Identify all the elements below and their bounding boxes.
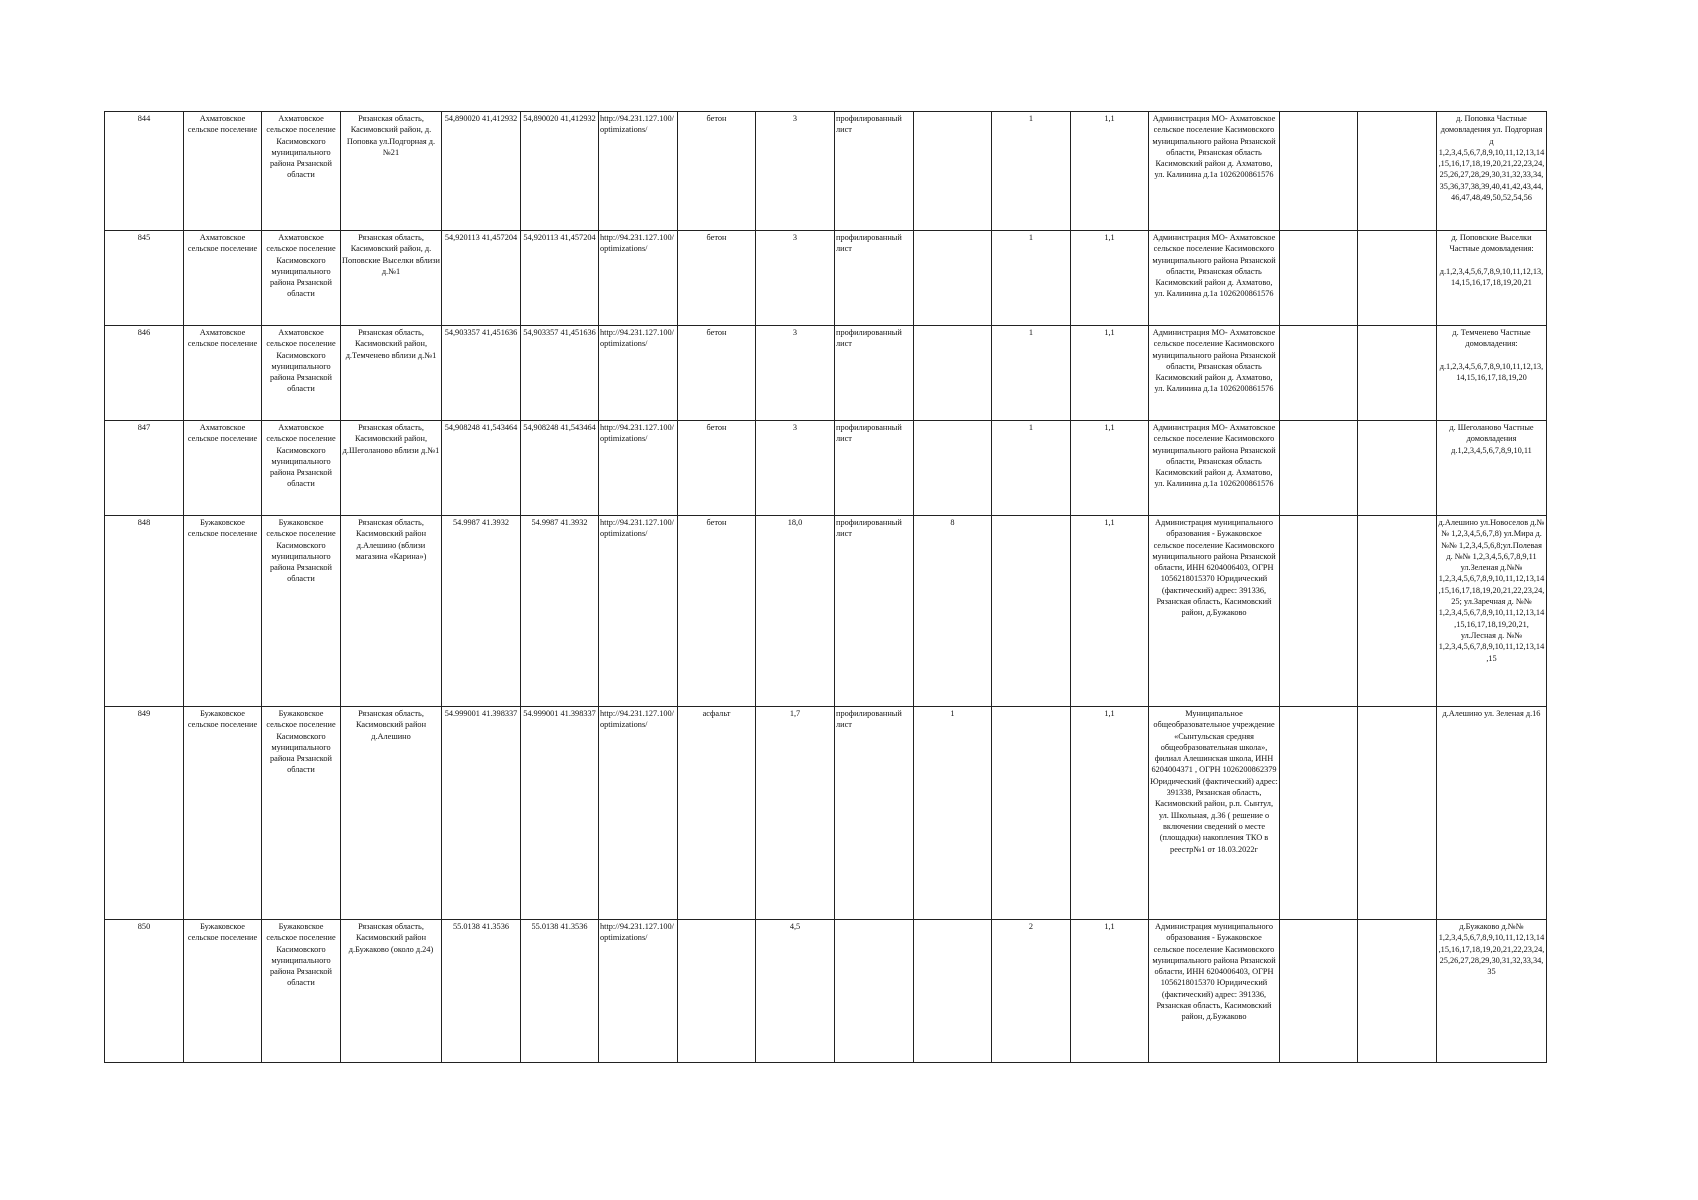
- extra-cell-2: [1358, 707, 1437, 920]
- settlement-cell: Бужаковское сельское поселение: [184, 516, 262, 707]
- map-link-cell: http://94.231.127.100/optimizations/: [599, 421, 678, 516]
- settlement-cell: Ахматовское сельское поселение: [184, 326, 262, 421]
- extra-cell: [1280, 707, 1358, 920]
- area-cell: 18,0: [756, 516, 835, 707]
- container-count-cell: [914, 112, 992, 231]
- container-count-cell: 1: [914, 707, 992, 920]
- settlement-cell: Бужаковское сельское поселение: [184, 920, 262, 1063]
- fence-cell: профилированный лист: [835, 707, 914, 920]
- coordinates-cell: 54,920113 41,457204: [442, 231, 521, 326]
- container-volume-cell: 1,1: [1071, 516, 1149, 707]
- waste-sources-cell: д. Шеголаново Частные домовладения д.1,2,3,4,5,6,7,8,9,10,11: [1437, 421, 1547, 516]
- map-link-cell: http://94.231.127.100/optimizations/: [599, 516, 678, 707]
- owner-cell: Администрация МО- Ахматовское сельское поселение Касимовского муниципального района Рязанской области, Рязанская область Касимовский район д. Ахматово, ул. Калинина д.1а 1026200861576: [1149, 231, 1280, 326]
- table-row: [105, 231, 1547, 326]
- extra-cell: [1280, 326, 1358, 421]
- container-volume-cell: 1,1: [1071, 112, 1149, 231]
- coordinates-cell: 54,890020 41,412932: [442, 112, 521, 231]
- surface-cell: [678, 920, 756, 1063]
- waste-sources-cell: д. Поповские Выселки Частные домовладения: д.1,2,3,4,5,6,7,8,9,10,11,12,13,14,15,16,17,18,19,20,21: [1437, 231, 1547, 326]
- coordinates-cell-2: 54,903357 41,451636: [521, 326, 599, 421]
- waste-sources-cell: д.Алешино ул. Зеленая д.16: [1437, 707, 1547, 920]
- map-link-cell: http://94.231.127.100/optimizations/: [599, 920, 678, 1063]
- municipality-cell: Ахматовское сельское поселение Касимовского муниципального района Рязанской области: [262, 326, 341, 421]
- fence-cell: профилированный лист: [835, 231, 914, 326]
- extra-cell-2: [1358, 326, 1437, 421]
- extra-cell: [1280, 421, 1358, 516]
- municipality-cell: Ахматовское сельское поселение Касимовского муниципального района Рязанской области: [262, 231, 341, 326]
- area-cell: 3: [756, 326, 835, 421]
- container-count-cell-2: 1: [992, 231, 1071, 326]
- fence-cell: профилированный лист: [835, 112, 914, 231]
- owner-cell: Администрация муниципального образования - Бужаковское сельское поселение Касимовского муниципального района Рязанской области, ИНН 6204006403, ОГРН 1056218015370 Юридический (фактический) адрес: 391336, Рязанская область, Касимовский район, д.Бужаково: [1149, 920, 1280, 1063]
- owner-cell: Администрация МО- Ахматовское сельское поселение Касимовского муниципального района Рязанской области, Рязанская область Касимовский район д. Ахматово, ул. Калинина д.1а 1026200861576: [1149, 112, 1280, 231]
- area-cell: 3: [756, 112, 835, 231]
- municipality-cell: Ахматовское сельское поселение Касимовского муниципального района Рязанской области: [262, 421, 341, 516]
- map-link-cell: http://94.231.127.100/optimizations/: [599, 707, 678, 920]
- municipality-cell: Бужаковское сельское поселение Касимовского муниципального района Рязанской области: [262, 920, 341, 1063]
- area-cell: 3: [756, 231, 835, 326]
- address-cell: Рязанская область, Касимовский район, д.Шеголаново вблизи д.№1: [341, 421, 442, 516]
- address-cell: Рязанская область, Касимовский район д.Алешино (вблизи магазина «Карина»): [341, 516, 442, 707]
- waste-sources-cell: д.Алешино ул.Новоселов д.№№ 1,2,3,4,5,6,7,8) ул.Мира д.№№ 1,2,3,4,5,6,8;ул.Полевая д. №№ 1,2,3,4,5,6,7,8,9,11 ул.Зеленая д.№№ 1,2,3,4,5,6,7,8,9,10,11,12,13,14,15,16,17,18,19,20,21,22,23,24,25; ул.Заречная д. №№ 1,2,3,4,5,6,7,8,9,10,11,12,13,14,15,16,17,18,19,20,21, ул.Лесная д. №№ 1,2,3,4,5,6,7,8,9,10,11,12,13,14,15: [1437, 516, 1547, 707]
- row-number: 845: [105, 231, 184, 326]
- address-cell: Рязанская область, Касимовский район, д.Темченево вблизи д.№1: [341, 326, 442, 421]
- coordinates-cell-2: 54.9987 41.3932: [521, 516, 599, 707]
- row-number: 848: [105, 516, 184, 707]
- address-cell: Рязанская область, Касимовский район, д. Поповские Выселки вблизи д.№1: [341, 231, 442, 326]
- extra-cell-2: [1358, 421, 1437, 516]
- coordinates-cell-2: 55.0138 41.3536: [521, 920, 599, 1063]
- container-count-cell-2: [992, 707, 1071, 920]
- fence-cell: профилированный лист: [835, 326, 914, 421]
- table-row: [105, 707, 1547, 920]
- address-cell: Рязанская область, Касимовский район д.Алешино: [341, 707, 442, 920]
- coordinates-cell: 54,903357 41,451636: [442, 326, 521, 421]
- settlement-cell: Ахматовское сельское поселение: [184, 231, 262, 326]
- extra-cell: [1280, 516, 1358, 707]
- row-number: 847: [105, 421, 184, 516]
- table-row: [105, 920, 1547, 1063]
- container-volume-cell: 1,1: [1071, 326, 1149, 421]
- owner-cell: Администрация МО- Ахматовское сельское поселение Касимовского муниципального района Рязанской области, Рязанская область Касимовский район д. Ахматово, ул. Калинина д.1а 1026200861576: [1149, 326, 1280, 421]
- fence-cell: профилированный лист: [835, 421, 914, 516]
- owner-cell: Муниципальное общеобразовательное учреждение «Сынтульская средняя общеобразовательная школа», филиал Алешинская школа, ИНН 6204004371 , ОГРН 1026200862379 Юридический (фактический) адрес: 391338, Рязанская область, Касимовский район, р.п. Сынтул, ул. Школьная, д.36 ( решение о включении сведений о месте (площадки) накопления ТКО в реестр№1 от 18.03.2022г: [1149, 707, 1280, 920]
- extra-cell: [1280, 231, 1358, 326]
- extra-cell: [1280, 112, 1358, 231]
- container-count-cell-2: 2: [992, 920, 1071, 1063]
- container-count-cell-2: 1: [992, 112, 1071, 231]
- coordinates-cell: 55.0138 41.3536: [442, 920, 521, 1063]
- coordinates-cell: 54.999001 41.398337: [442, 707, 521, 920]
- fence-cell: [835, 920, 914, 1063]
- waste-site-registry-table: [104, 111, 1547, 1063]
- registry-body: [105, 112, 1547, 1063]
- map-link-cell: http://94.231.127.100/optimizations/: [599, 326, 678, 421]
- container-count-cell: [914, 421, 992, 516]
- row-number: 846: [105, 326, 184, 421]
- container-volume-cell: 1,1: [1071, 231, 1149, 326]
- extra-cell-2: [1358, 231, 1437, 326]
- extra-cell-2: [1358, 920, 1437, 1063]
- municipality-cell: Бужаковское сельское поселение Касимовского муниципального района Рязанской области: [262, 707, 341, 920]
- container-count-cell-2: 1: [992, 421, 1071, 516]
- settlement-cell: Ахматовское сельское поселение: [184, 421, 262, 516]
- surface-cell: бетон: [678, 231, 756, 326]
- container-count-cell: [914, 920, 992, 1063]
- waste-sources-cell: д.Бужаково д.№№ 1,2,3,4,5,6,7,8,9,10,11,12,13,14,15,16,17,18,19,20,21,22,23,24,25,26,27,28,29,30,31,32,33,34,35: [1437, 920, 1547, 1063]
- area-cell: 4,5: [756, 920, 835, 1063]
- settlement-cell: Бужаковское сельское поселение: [184, 707, 262, 920]
- coordinates-cell: 54,908248 41,543464: [442, 421, 521, 516]
- surface-cell: бетон: [678, 421, 756, 516]
- extra-cell-2: [1358, 112, 1437, 231]
- coordinates-cell-2: 54,920113 41,457204: [521, 231, 599, 326]
- container-count-cell-2: 1: [992, 326, 1071, 421]
- table-row: [105, 112, 1547, 231]
- owner-cell: Администрация муниципального образования - Бужаковское сельское поселение Касимовского муниципального района Рязанской области, ИНН 6204006403, ОГРН 1056218015370 Юридический (фактический) адрес: 391336, Рязанская область, Касимовский район, д.Бужаково: [1149, 516, 1280, 707]
- municipality-cell: Ахматовское сельское поселение Касимовского муниципального района Рязанской области: [262, 112, 341, 231]
- extra-cell: [1280, 920, 1358, 1063]
- address-cell: Рязанская область, Касимовский район, д. Поповка ул.Подгорная д.№21: [341, 112, 442, 231]
- container-count-cell: [914, 231, 992, 326]
- settlement-cell: Ахматовское сельское поселение: [184, 112, 262, 231]
- waste-sources-cell: д. Поповка Частные домовладения ул. Подгорная д 1,2,3,4,5,6,7,8,9,10,11,12,13,14,15,16,17,18,19,20,21,22,23,24,25,26,27,28,29,30,31,32,33,34,35,36,37,38,39,40,41,42,43,44,46,47,48,49,50,52,54,56: [1437, 112, 1547, 231]
- map-link-cell: http://94.231.127.100/optimizations/: [599, 231, 678, 326]
- coordinates-cell-2: 54.999001 41.398337: [521, 707, 599, 920]
- area-cell: 3: [756, 421, 835, 516]
- municipality-cell: Бужаковское сельское поселение Касимовского муниципального района Рязанской области: [262, 516, 341, 707]
- coordinates-cell-2: 54,908248 41,543464: [521, 421, 599, 516]
- container-count-cell-2: [992, 516, 1071, 707]
- coordinates-cell: 54.9987 41.3932: [442, 516, 521, 707]
- row-number: 850: [105, 920, 184, 1063]
- address-cell: Рязанская область, Касимовский район д.Бужаково (около д.24): [341, 920, 442, 1063]
- container-volume-cell: 1,1: [1071, 707, 1149, 920]
- container-count-cell: [914, 326, 992, 421]
- map-link-cell: http://94.231.127.100/optimizations/: [599, 112, 678, 231]
- owner-cell: Администрация МО- Ахматовское сельское поселение Касимовского муниципального района Рязанской области, Рязанская область Касимовский район д. Ахматово, ул. Калинина д.1а 1026200861576: [1149, 421, 1280, 516]
- container-count-cell: 8: [914, 516, 992, 707]
- surface-cell: бетон: [678, 326, 756, 421]
- area-cell: 1,7: [756, 707, 835, 920]
- coordinates-cell-2: 54,890020 41,412932: [521, 112, 599, 231]
- surface-cell: асфальт: [678, 707, 756, 920]
- table-row: [105, 326, 1547, 421]
- row-number: 844: [105, 112, 184, 231]
- surface-cell: бетон: [678, 112, 756, 231]
- surface-cell: бетон: [678, 516, 756, 707]
- table-row: [105, 516, 1547, 707]
- table-row: [105, 421, 1547, 516]
- container-volume-cell: 1,1: [1071, 421, 1149, 516]
- extra-cell-2: [1358, 516, 1437, 707]
- fence-cell: профилированный лист: [835, 516, 914, 707]
- row-number: 849: [105, 707, 184, 920]
- waste-sources-cell: д. Темченево Частные домовладения: д.1,2,3,4,5,6,7,8,9,10,11,12,13,14,15,16,17,18,19,20: [1437, 326, 1547, 421]
- container-volume-cell: 1,1: [1071, 920, 1149, 1063]
